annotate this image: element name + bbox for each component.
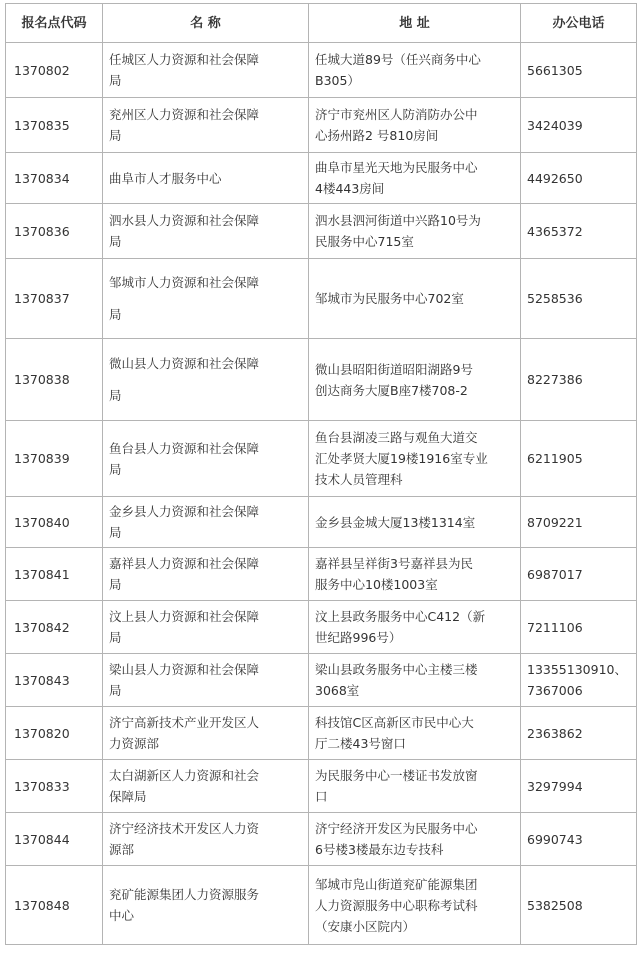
site-code: 1370843: [6, 654, 103, 707]
site-phone: [521, 421, 637, 497]
table-header-row: [6, 4, 637, 43]
site-name-line: 济宁经济技术开发区人力资: [109, 821, 260, 836]
site-name-line: 济宁高新技术产业开发区人: [109, 715, 260, 730]
site-phone-line: 4365372: [527, 223, 583, 239]
site-phone: [521, 760, 637, 813]
site-name: [103, 813, 309, 866]
site-address-line: 创达商务大厦B座7楼708-2: [315, 382, 468, 398]
site-name-line: 鱼台县人力资源和社会保障: [109, 440, 260, 456]
site-address: [309, 259, 521, 339]
site-address-line: 嘉祥县呈祥街3号嘉祥县为民: [315, 556, 473, 571]
site-name: [103, 153, 309, 204]
site-name-line: 太白湖新区人力资源和社会: [109, 768, 260, 783]
site-address: [309, 497, 521, 548]
table-row: [6, 601, 637, 654]
site-address-line: 汇处孝贤大厦19楼1916室专业: [315, 451, 488, 466]
site-phone: [521, 497, 637, 548]
site-address-line: 世纪路996号）: [315, 630, 402, 645]
site-address-line: 鱼台县湖凌三路与观鱼大道交: [315, 430, 478, 445]
site-address-line: （安康小区院内）: [315, 918, 416, 934]
site-name: [103, 259, 309, 339]
site-name: [103, 654, 309, 707]
site-phone: [521, 43, 637, 98]
site-name: [103, 43, 309, 98]
site-phone-line: 7211106: [527, 619, 583, 635]
site-phone-line: 7367006: [527, 683, 583, 698]
site-name-line: 曲阜市人才服务中心: [109, 170, 222, 186]
table-row: [6, 421, 637, 497]
site-name-line: 局: [109, 630, 122, 645]
site-address-line: 邹城市为民服务中心702室: [315, 291, 464, 306]
header-address: 地 址: [309, 4, 521, 43]
site-name-line: 局: [109, 577, 122, 592]
table-row: [6, 43, 637, 98]
site-name-line: 局: [109, 683, 122, 698]
site-phone: [521, 707, 637, 760]
site-code: 1370840: [6, 497, 103, 548]
site-name-line: 任城区人力资源和社会保障: [109, 52, 260, 67]
site-address: [309, 654, 521, 707]
site-address-line: 济宁经济开发区为民服务中心: [315, 821, 478, 836]
site-code: 1370844: [6, 813, 103, 866]
site-address-line: 民服务中心715室: [315, 234, 414, 249]
site-phone-line: 4492650: [527, 170, 583, 186]
site-address-line: 心扬州路2 号810房间: [315, 128, 439, 143]
site-address-line: 任城大道89号（任兴商务中心: [315, 52, 481, 67]
site-phone-line: 3424039: [527, 117, 583, 133]
site-address-line: 汶上县政务服务中心C412（新: [315, 609, 486, 624]
site-address: [309, 601, 521, 654]
site-name-line: 中心: [109, 908, 135, 923]
site-phone-line: 6990743: [527, 831, 583, 847]
table-row: [6, 259, 637, 339]
site-name-line: 保障局: [109, 789, 147, 804]
table-row: [6, 707, 637, 760]
site-name: [103, 497, 309, 548]
site-code: 1370820: [6, 707, 103, 760]
site-address-line: B305）: [315, 73, 360, 88]
header-phone: 办公电话: [521, 4, 637, 43]
site-address: [309, 98, 521, 153]
site-name: [103, 204, 309, 259]
site-address: [309, 153, 521, 204]
site-address-line: 服务中心10楼1003室: [315, 577, 438, 592]
exam-sites-table: [5, 3, 637, 945]
site-address-line: 厅二楼43号窗口: [315, 736, 406, 751]
site-address-line: 为民服务中心一楼证书发放窗: [315, 768, 478, 783]
table-row: [6, 497, 637, 548]
site-phone-line: 6987017: [527, 566, 583, 582]
site-name: [103, 601, 309, 654]
site-name-line: 局: [109, 525, 122, 540]
site-name-line: 泗水县人力资源和社会保障: [109, 213, 260, 228]
site-name-line: 邹城市人力资源和社会保障: [109, 275, 260, 290]
site-code: 1370839: [6, 421, 103, 497]
site-phone: [521, 548, 637, 601]
site-name-line: 汶上县人力资源和社会保障: [109, 609, 260, 624]
site-address-line: 金乡县金城大厦13楼1314室: [315, 514, 476, 530]
site-address: [309, 707, 521, 760]
site-code: 1370834: [6, 153, 103, 204]
site-name-line: 局: [109, 307, 122, 322]
site-phone: [521, 204, 637, 259]
site-phone: [521, 601, 637, 654]
table-row: [6, 204, 637, 259]
site-address-line: 人力资源服务中心职称考试科: [315, 897, 478, 913]
site-name: [103, 421, 309, 497]
site-name-line: 局: [109, 388, 122, 403]
table-row: [6, 760, 637, 813]
site-address-line: 泗水县泗河街道中兴路10号为: [315, 213, 481, 228]
site-address: [309, 339, 521, 421]
site-name-line: 局: [109, 128, 122, 143]
site-code: 1370838: [6, 339, 103, 421]
site-address-line: 梁山县政务服务中心主楼三楼: [315, 662, 478, 677]
site-phone: [521, 654, 637, 707]
site-address: [309, 813, 521, 866]
site-name: [103, 98, 309, 153]
table-row: [6, 339, 637, 421]
site-address-line: 6号楼3楼最东边专技科: [315, 842, 444, 857]
site-phone: [521, 259, 637, 339]
header-name: 名 称: [103, 4, 309, 43]
table-row: [6, 654, 637, 707]
table-row: [6, 866, 637, 945]
site-code: 1370836: [6, 204, 103, 259]
site-name-line: 局: [109, 461, 122, 477]
site-code: 1370833: [6, 760, 103, 813]
site-address: [309, 548, 521, 601]
site-address-line: 济宁市兖州区人防消防办公中: [315, 107, 478, 122]
site-name: [103, 339, 309, 421]
site-phone-line: 8709221: [527, 514, 583, 530]
site-code: 1370842: [6, 601, 103, 654]
site-phone: [521, 813, 637, 866]
site-name-line: 局: [109, 234, 122, 249]
site-code: 1370802: [6, 43, 103, 98]
site-address-line: 曲阜市星光天地为民服务中心: [315, 160, 478, 175]
site-address-line: 技术人员管理科: [315, 472, 403, 487]
site-name-line: 兖矿能源集团人力资源服务: [109, 887, 260, 902]
site-phone-line: 3297994: [527, 778, 583, 794]
site-phone: [521, 153, 637, 204]
site-address-line: 邹城市凫山街道兖矿能源集团: [315, 876, 478, 892]
table-row: [6, 98, 637, 153]
site-name-line: 微山县人力资源和社会保障: [109, 356, 260, 371]
site-phone: [521, 339, 637, 421]
table-row: [6, 548, 637, 601]
site-phone-line: 13355130910、: [527, 662, 627, 677]
site-address-line: 4楼443房间: [315, 181, 385, 196]
site-phone-line: 8227386: [527, 372, 583, 387]
site-name-line: 力资源部: [109, 736, 160, 751]
site-name-line: 局: [109, 73, 122, 88]
site-address: [309, 760, 521, 813]
header-code: 报名点代码: [6, 4, 103, 43]
site-address: [309, 204, 521, 259]
site-phone: [521, 98, 637, 153]
site-address: [309, 866, 521, 945]
site-phone-line: 5382508: [527, 897, 583, 913]
site-name-line: 源部: [109, 842, 135, 857]
site-name-line: 嘉祥县人力资源和社会保障: [109, 556, 260, 571]
site-name-line: 梁山县人力资源和社会保障: [109, 662, 260, 677]
site-phone-line: 6211905: [527, 451, 583, 466]
site-code: 1370848: [6, 866, 103, 945]
site-phone-line: 5258536: [527, 291, 583, 306]
site-code: 1370837: [6, 259, 103, 339]
site-address-line: 3068室: [315, 683, 360, 698]
site-address: [309, 43, 521, 98]
site-name-line: 兖州区人力资源和社会保障: [109, 107, 260, 122]
site-name: [103, 707, 309, 760]
site-address-line: 科技馆C区高新区市民中心大: [315, 715, 474, 730]
site-address-line: 口: [315, 789, 328, 804]
site-phone: [521, 866, 637, 945]
site-name: [103, 760, 309, 813]
table-row: [6, 153, 637, 204]
site-name: [103, 548, 309, 601]
site-phone-line: 2363862: [527, 725, 583, 741]
site-address-line: 微山县昭阳街道昭阳湖路9号: [315, 361, 473, 377]
site-address: [309, 421, 521, 497]
site-name: [103, 866, 309, 945]
table-row: [6, 813, 637, 866]
site-code: 1370835: [6, 98, 103, 153]
site-phone-line: 5661305: [527, 62, 583, 78]
site-code: 1370841: [6, 548, 103, 601]
site-name-line: 金乡县人力资源和社会保障: [109, 504, 260, 519]
